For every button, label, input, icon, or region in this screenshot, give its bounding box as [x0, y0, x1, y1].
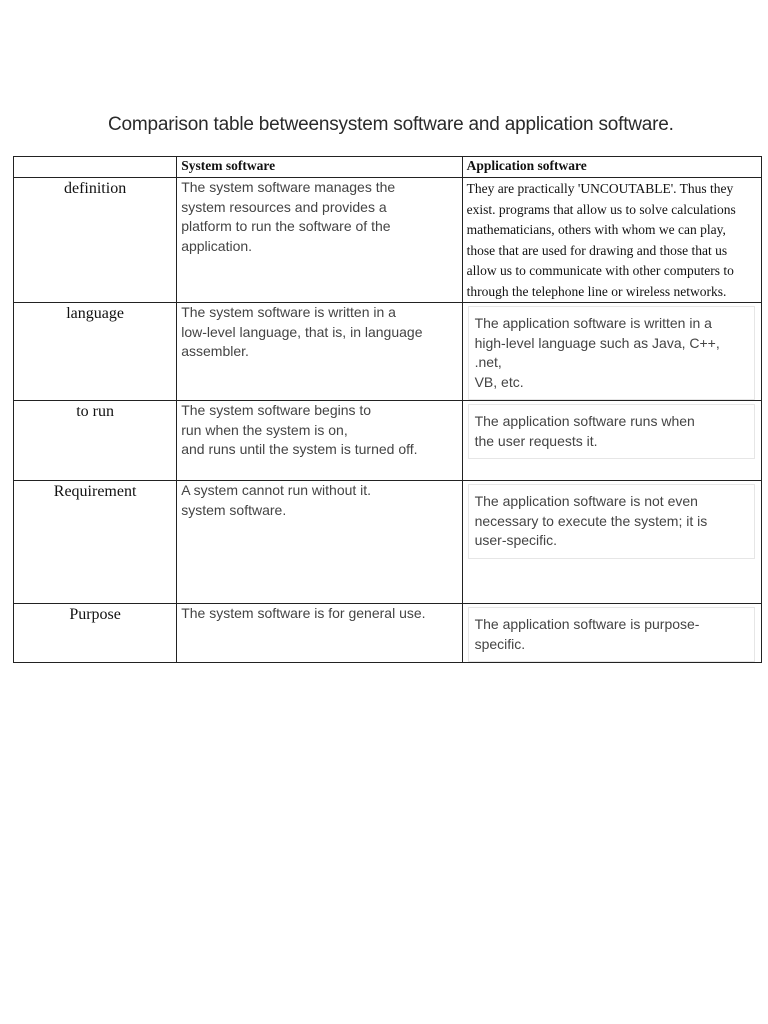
- table-row: [14, 401, 762, 481]
- header-cell-empty: [14, 157, 177, 178]
- application-cell: [462, 401, 761, 481]
- system-cell: The system software manages the system resources and provides a platform to run the software of the application.: [177, 178, 462, 303]
- comparison-table: [13, 156, 762, 663]
- row-label: language: [14, 303, 177, 401]
- system-cell: The system software is for general use.: [177, 604, 462, 663]
- application-cell: [462, 604, 761, 663]
- row-label: Requirement: [14, 481, 177, 604]
- header-application-software: Application software: [462, 157, 761, 178]
- system-cell: The system software is written in a low-level language, that is, in language assembler.: [177, 303, 462, 401]
- row-label: definition: [14, 178, 177, 303]
- application-cell: [462, 303, 761, 401]
- table-row: [14, 481, 762, 604]
- application-text-box: The application software is written in a high-level language such as Java, C++, .net, VB, etc.: [468, 306, 755, 400]
- application-cell: [462, 481, 761, 604]
- application-cell: They are practically 'UNCOUTABLE'. Thus they exist. programs that allow us to solve calculations mathematicians, others with whom we can play, those that are used for drawing and those that us allow us to communicate with other computers to through the telephone line or wireless networks.: [462, 178, 761, 303]
- application-text-box: The application software runs when the user requests it.: [468, 404, 755, 459]
- table-row: [14, 303, 762, 401]
- table-header-row: [14, 157, 762, 178]
- row-label: to run: [14, 401, 177, 481]
- system-cell: The system software begins to run when the system is on, and runs until the system is turned off.: [177, 401, 462, 481]
- header-system-software: System software: [177, 157, 462, 178]
- application-text-box: The application software is purpose-specific.: [468, 607, 755, 662]
- table-row: [14, 604, 762, 663]
- application-text-box: The application software is not even necessary to execute the system; it is user-specific.: [468, 484, 755, 559]
- table-row: [14, 178, 762, 303]
- system-cell: A system cannot run without it. system software.: [177, 481, 462, 604]
- page-title: Comparison table betweensystem software and application software.: [108, 114, 674, 135]
- row-label: Purpose: [14, 604, 177, 663]
